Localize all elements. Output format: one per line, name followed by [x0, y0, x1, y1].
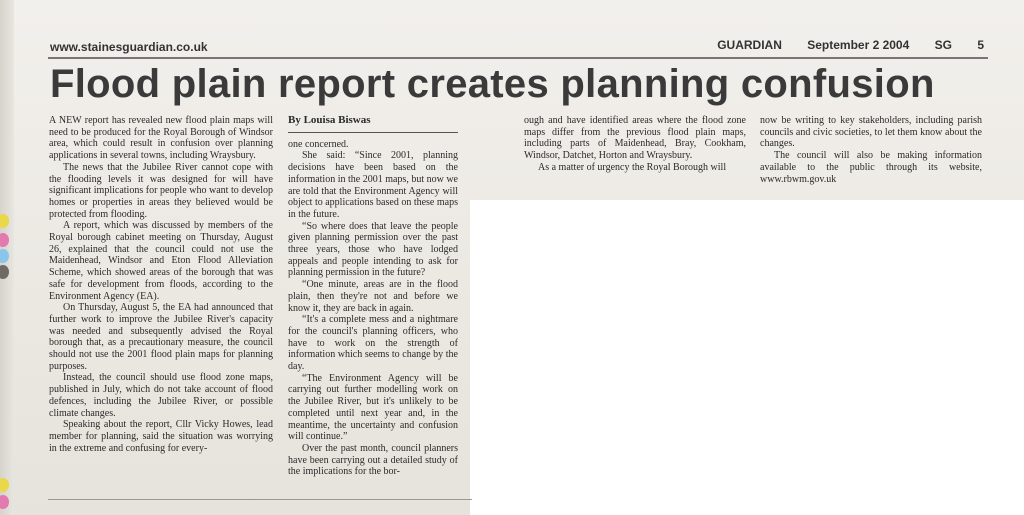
article-column-3 [524, 115, 746, 174]
paragraph: “So where does that leave the people given planning permission over the past three years, those who have lodged appeals and people intending to ask for planning permission in the future? [288, 220, 458, 279]
section-code: SG [934, 38, 952, 52]
binding-dot [0, 249, 9, 263]
issue-date: September 2 2004 [807, 38, 910, 52]
paragraph: The council will also be making information available to the public through its website, www.rbwm.gov.uk [760, 150, 982, 185]
paragraph: A NEW report has revealed new flood plain maps will need to be produced for the Royal Borough of Windsor area, which could result in confusion over planning applications in several towns, including Wraysbury. [49, 115, 273, 162]
site-url: www.stainesguardian.co.uk [50, 40, 208, 54]
paragraph: On Thursday, August 5, the EA had announced that further work to improve the Jubilee River's capacity was needed and subsequently advised the Royal borough that, as a precautionary measure, the council should not use the 2001 flood plain maps for planning purposes. [49, 302, 273, 372]
blank-area [470, 200, 1024, 515]
paragraph: As a matter of urgency the Royal Borough will [538, 161, 727, 173]
paragraph: ough and have identified areas where the flood zone maps differ from the previous flood plain maps, including parts of Maidenhead, Bray, Cookham, Windsor, Datchet, Horton and Wraysbury. [524, 115, 746, 162]
paragraph: now be writing to key stakeholders, including parish councils and civic societies, to let them know about the changes. [760, 115, 982, 150]
article-column-1 [49, 115, 273, 454]
article-column-4 [760, 115, 982, 185]
headline: Flood plain report creates planning confusion [50, 62, 935, 106]
paragraph: “The Environment Agency will be carrying out further modelling work on the Jubilee River, but it's unlikely to be completed until next year and, in the meantime, the uncertainty and confusion will continue.” [288, 372, 458, 443]
paragraph: Speaking about the report, Cllr Vicky Howes, lead member for planning, said the situation was worrying in the extreme and confusing for every- [49, 419, 273, 454]
paragraph: Over the past month, council planners have been carrying out a detailed study of the implications for the bor- [288, 442, 458, 478]
binding-edge [0, 0, 14, 515]
binding-dot [0, 478, 9, 492]
bottom-rule [48, 499, 472, 500]
masthead [50, 36, 984, 56]
masthead-rule [48, 57, 988, 59]
paragraph: A report, which was discussed by members of the Royal borough cabinet meeting on Thursday, August 26, explained that the council could not use the Maidenhead, Windsor and Eton Flood Alleviation Scheme, which showed areas of the borough that was safe for development from floods, according to the Environment Agency (EA). [49, 220, 273, 302]
paper-name: GUARDIAN [717, 38, 782, 52]
paragraph: one concerned. [288, 138, 349, 150]
masthead-meta [695, 38, 984, 52]
paragraph: She said: “Since 2001, planning decisions have been based on the information in the 2001 maps, but now we are told that the Environment Agency will object to applications based on these maps in the future. [288, 150, 458, 220]
byline: By Louisa Biswas [288, 115, 458, 133]
paragraph: “It's a complete mess and a nightmare for the council's planning officers, who have to work on the strength of information which seems to change by the day. [288, 314, 458, 373]
binding-dot [0, 495, 9, 509]
binding-dot [0, 265, 9, 279]
binding-dot [0, 233, 9, 247]
paragraph: The news that the Jubilee River cannot cope with the flooding levels it was designed for will have significant implications for people who want to develop homes or properties in areas they believed would be protected from flooding. [49, 161, 273, 220]
binding-dot [0, 214, 9, 228]
page-number: 5 [977, 38, 984, 52]
article-column-2 [288, 115, 458, 478]
paragraph: “One minute, areas are in the flood plain, then they're not and before we know it, they are back in again. [288, 279, 458, 314]
paragraph: Instead, the council should use flood zone maps, published in July, which do not take account of flood defences, including the Jubilee River, or possible climate changes. [49, 372, 273, 419]
